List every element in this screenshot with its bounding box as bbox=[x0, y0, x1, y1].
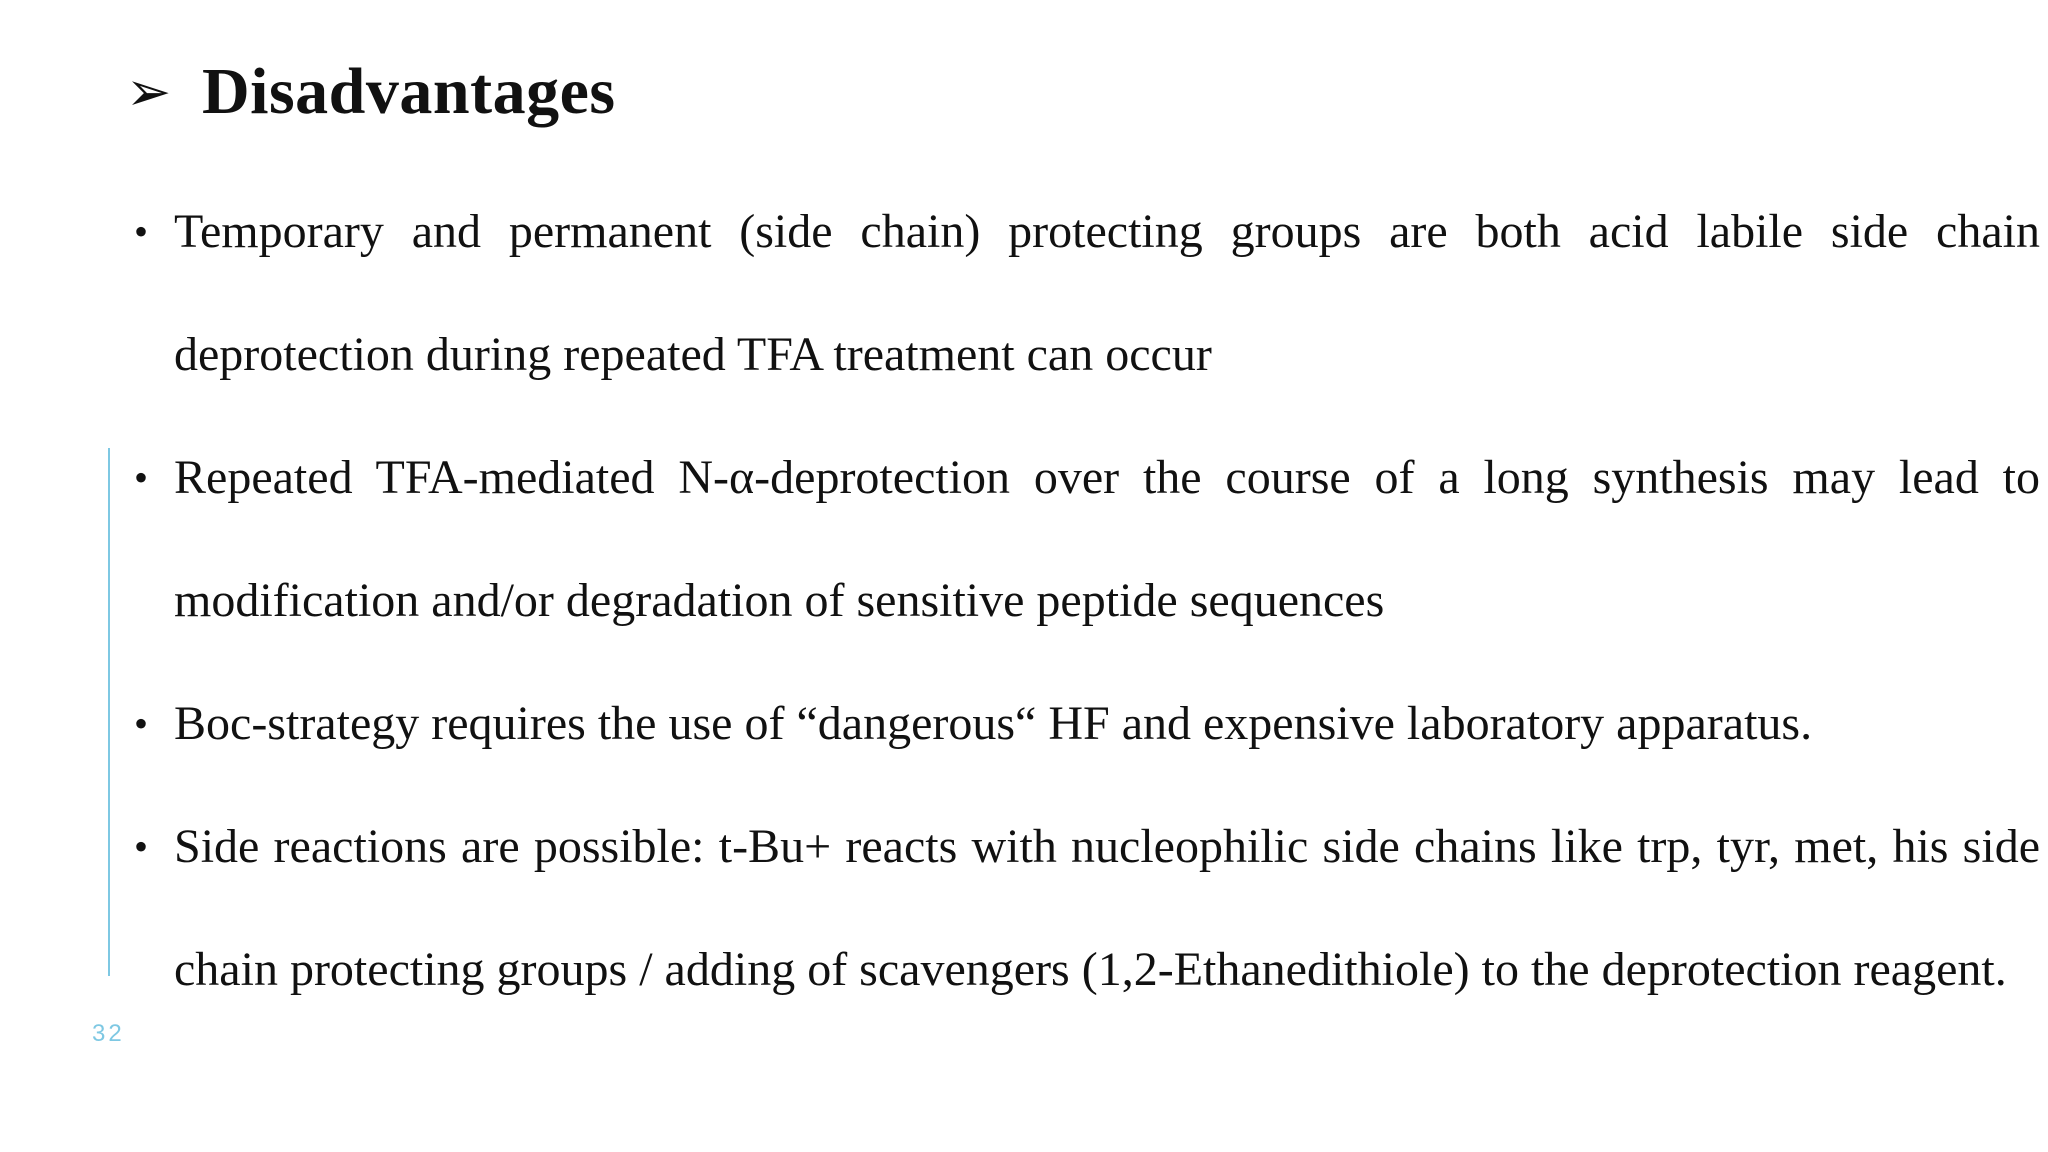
slide-title: Disadvantages bbox=[202, 55, 616, 128]
bullet-text: Repeated TFA-mediated N-α-deprotection over the course of a long synthesis may lead to modification and/or degradation of sensitive peptide sequences bbox=[174, 451, 2040, 627]
bullet-dot-icon: • bbox=[133, 701, 148, 746]
page-number: 32 bbox=[92, 1020, 125, 1047]
bullet-text: Temporary and permanent (side chain) protecting groups are both acid labile side chain deprotection during repeated TFA treatment can occur bbox=[174, 205, 2040, 381]
arrow-bullet-icon: ➢ bbox=[126, 60, 172, 123]
bullet-item bbox=[126, 662, 2040, 785]
bullet-dot-icon: • bbox=[133, 455, 148, 500]
slide-title-row bbox=[126, 52, 616, 132]
bullet-text: Side reactions are possible: t-Bu+ reacts with nucleophilic side chains like trp, tyr, met, his side chain protecting groups / adding of scavengers (1,2-Ethanedithiole) to the deprotection reagent. bbox=[174, 820, 2040, 996]
bullet-item bbox=[126, 170, 2040, 416]
bullet-text: Boc-strategy requires the use of “dangerous“ HF and expensive laboratory apparatus. bbox=[174, 697, 1813, 750]
accent-line bbox=[108, 448, 110, 976]
bullet-list bbox=[126, 170, 2040, 1031]
bullet-item bbox=[126, 416, 2040, 662]
bullet-item bbox=[126, 785, 2040, 1031]
bullet-dot-icon: • bbox=[133, 209, 148, 254]
bullet-dot-icon: • bbox=[133, 824, 148, 869]
